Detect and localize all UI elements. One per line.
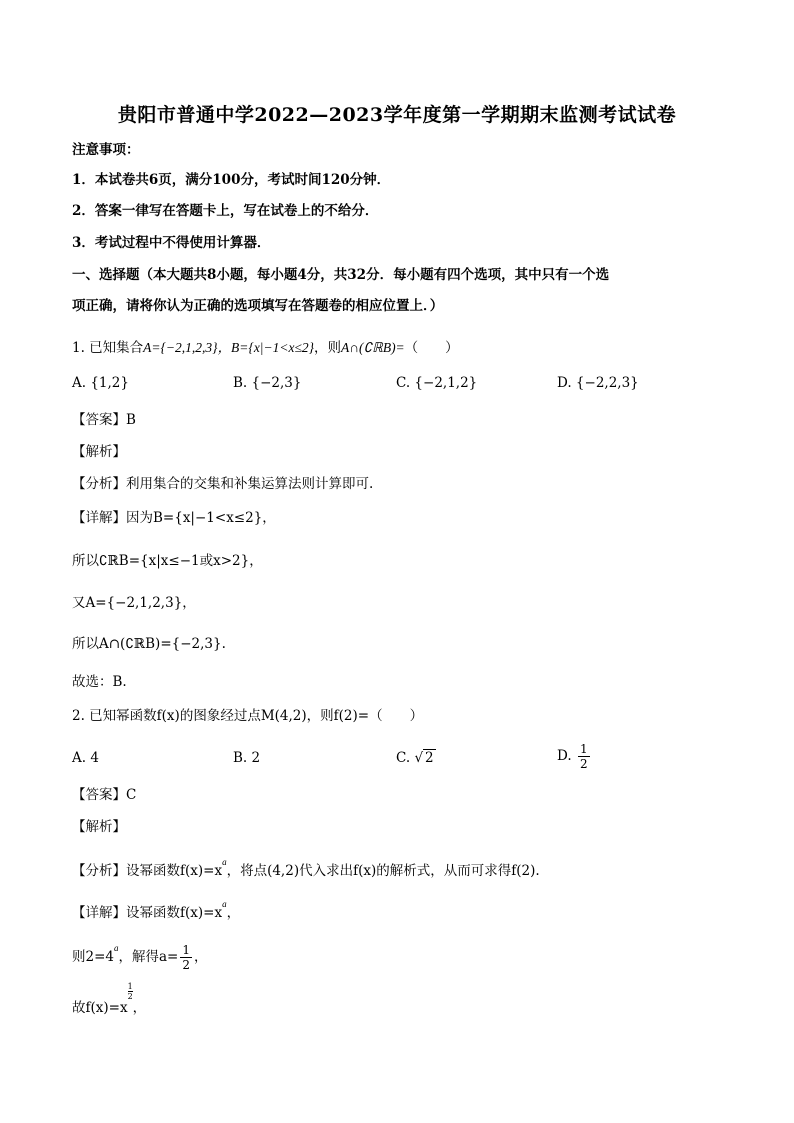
q1-detail-4: 所以A∩(∁ℝB)={−2,3}. [72, 636, 226, 652]
q1-choose: 故选：B. [72, 674, 127, 690]
q1-analysis-tag: 【解析】 [72, 444, 126, 460]
q2-detail-1-text: 【详解】设幂函数f(x)=x [72, 905, 223, 921]
q2-detail-3-exponent-fraction [128, 982, 133, 1001]
q1-fenxi: 【分析】利用集合的交集和补集运算法则计算即可. [72, 476, 374, 492]
page-title: 贵阳市普通中学2022—2023学年度第一学期期末监测考试试卷 [117, 104, 677, 126]
fraction-numerator: 1 [182, 943, 191, 957]
q1-stem-then: ，则 [314, 340, 342, 356]
q2-option-c-radicand: 2 [425, 750, 434, 766]
q2-option-b: B. 2 [233, 750, 261, 766]
q1-answer: 【答案】B [72, 412, 136, 428]
q2-detail-2-solve: ，解得a= [118, 949, 179, 965]
q2-detail-3-text: 故f(x)=x [72, 1000, 128, 1016]
q1-detail-1: 【详解】因为B={x|−1<x≤2}， [72, 510, 276, 526]
fraction-numerator: 1 [579, 742, 588, 756]
q1-set-a: A={−2,1,2,3} [143, 340, 218, 355]
q1-detail-2: 所以∁ℝB={x|x≤−1或x>2}， [72, 553, 263, 569]
q2-fenxi-rest: ，将点(4,2)代入求出f(x)的解析式，从而可求得f(2). [226, 863, 540, 879]
q2-detail-2-exponent: a [114, 943, 119, 953]
notice-item-3: 3．考试过程中不得使用计算器． [72, 235, 271, 251]
fraction-numerator: 1 [127, 982, 133, 991]
section-heading-line-1: 一、选择题（本大题共8小题，每小题4分，共32分．每小题有四个选项，其中只有一个选 [72, 267, 610, 283]
q2-answer: 【答案】C [72, 787, 137, 803]
q2-detail-1 [72, 894, 240, 923]
q2-fenxi-exponent: a [222, 857, 227, 867]
question-1-stem [72, 338, 459, 358]
q1-set-b: ，B={x|−1<x≤2} [217, 340, 315, 355]
q2-analysis-tag: 【解析】 [72, 819, 126, 835]
q1-option-c: C. {−2,1,2} [396, 375, 478, 391]
q2-option-c-label: C. [396, 750, 411, 766]
q2-detail-1-exponent: a [222, 899, 227, 909]
sqrt-symbol: √ 2 [414, 750, 434, 766]
q2-option-d-fraction [578, 742, 590, 771]
q2-detail-2-fraction [180, 943, 192, 972]
fraction-denominator: 2 [579, 757, 588, 771]
q2-detail-2-text: 则2=4 [72, 949, 114, 965]
q2-fenxi-text: 【分析】设幂函数f(x)=x [72, 863, 223, 879]
notice-heading: 注意事项： [72, 142, 140, 158]
fraction-denominator: 2 [127, 992, 133, 1001]
q1-option-a: A. {1,2} [72, 375, 129, 391]
q2-option-d-label: D. [557, 748, 572, 764]
question-2-stem: 2. 已知幂函数f(x)的图象经过点M(4,2)，则f(2)=（ ） [72, 708, 424, 724]
fraction-denominator: 2 [182, 958, 191, 972]
notice-item-2: 2．答案一律写在答题卡上，写在试卷上的不给分． [72, 203, 379, 219]
q2-fenxi [72, 852, 540, 881]
q2-option-c [396, 748, 436, 768]
q2-detail-2 [72, 938, 208, 972]
q2-option-a: A. 4 [72, 750, 99, 766]
notice-item-1: 1．本试卷共6页，满分100分，考试时间120分钟． [72, 172, 391, 188]
q1-paren: （ ） [404, 340, 459, 356]
q1-stem-text: 1. 已知集合 [72, 340, 144, 356]
q2-detail-3 [72, 982, 146, 1018]
q1-detail-3: 又A={−2,1,2,3}， [72, 595, 196, 611]
q2-detail-2-end: ， [194, 949, 208, 965]
q2-detail-3-end: ， [132, 1000, 147, 1016]
q1-expression: A∩(∁ℝB)= [341, 340, 405, 355]
section-heading-line-2: 项正确，请将你认为正确的选项填写在答题卷的相应位置上．） [72, 298, 444, 314]
q1-option-d: D. {−2,2,3} [557, 375, 639, 391]
q2-option-d [557, 742, 592, 771]
q2-detail-1-end: ， [226, 905, 241, 921]
q1-option-b: B. {−2,3} [233, 375, 302, 391]
